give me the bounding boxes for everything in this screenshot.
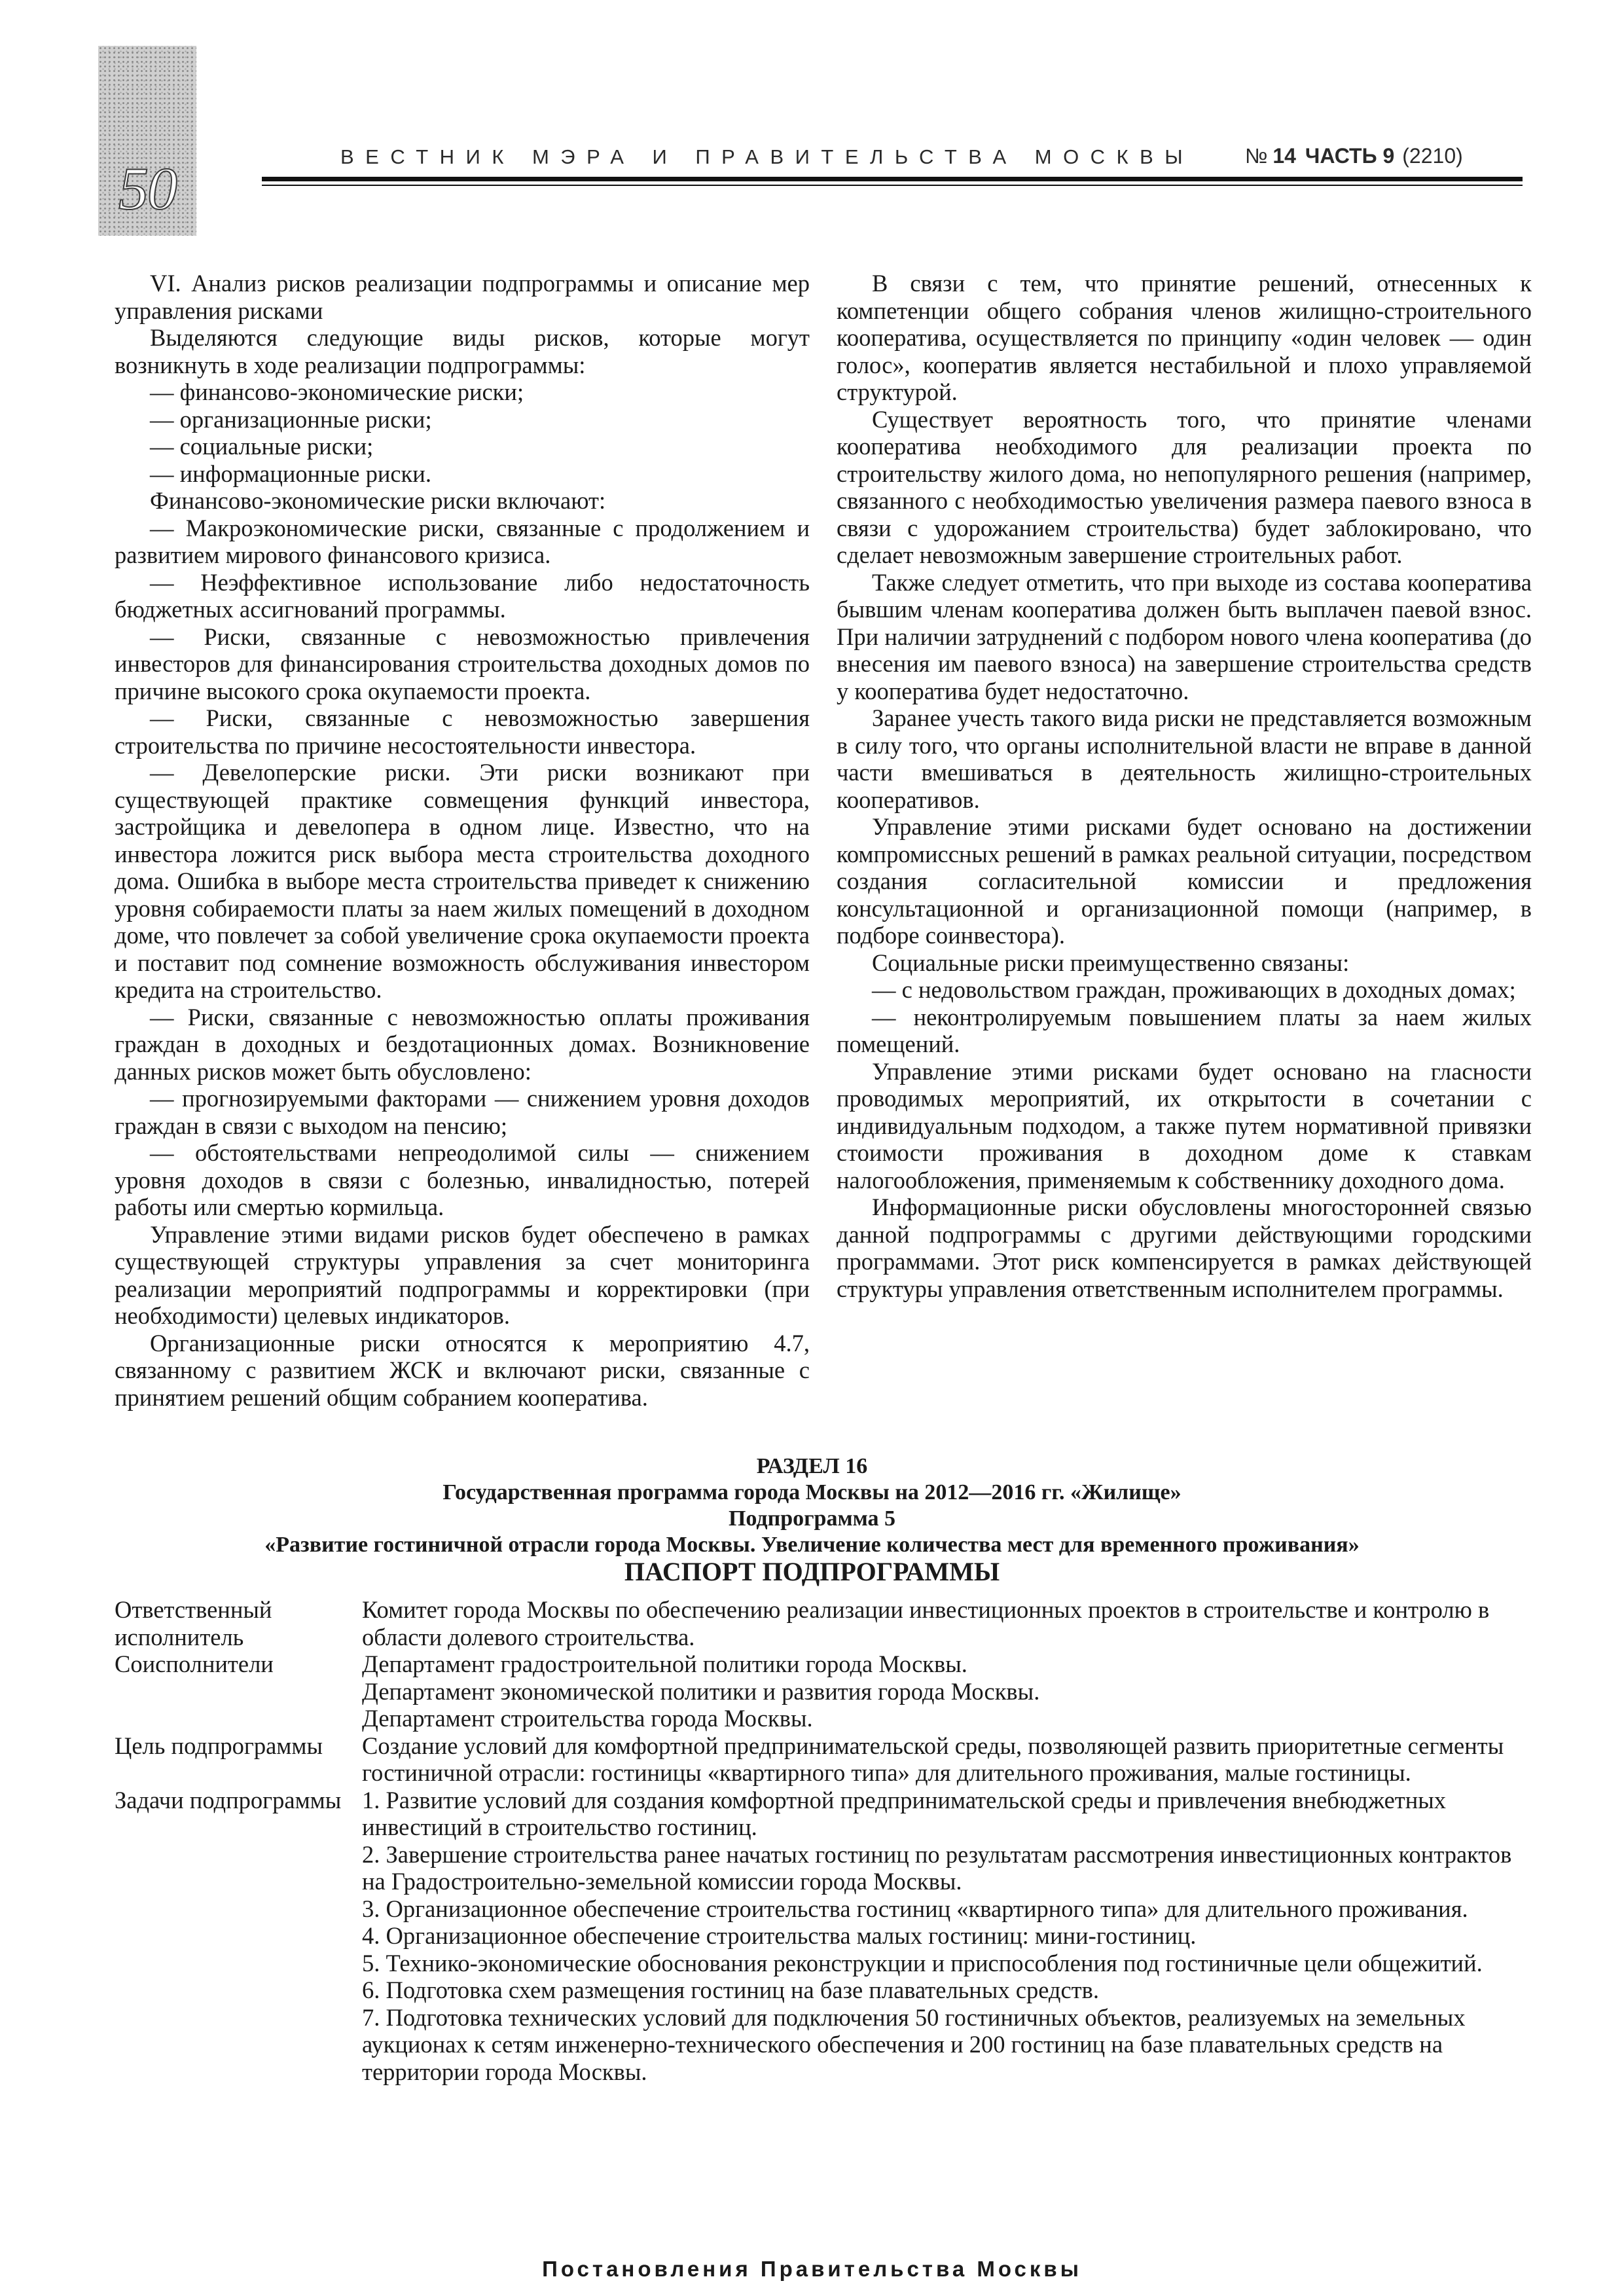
paragraph: — финансово-экономические риски;	[150, 378, 524, 405]
table-row	[115, 1732, 1515, 1787]
issue-code: (2210)	[1402, 144, 1463, 168]
right-column	[837, 270, 1532, 1302]
paragraph: Социальные риски преимущественно связаны:	[872, 949, 1350, 976]
row-label: Задачи подпрограммы	[115, 1786, 342, 1813]
paragraph: — информационные риски.	[150, 460, 431, 487]
program-title: Государственная программа города Москвы на 2012—2016 гг. «Жилище»	[442, 1480, 1182, 1504]
paragraph: Также следует отметить, что при выходе из состава кооператива бывшим членам кооператива должен быть выплачен паевой взнос. При наличии затруднений с подбором нового члена кооператива (до внесения им паевого взноса) на завершение строительства средств у кооператива будет недостаточно.	[837, 568, 1532, 704]
page-number-badge	[98, 46, 196, 236]
row-content	[362, 1732, 1515, 1787]
row-line: Создание условий для комфортной предпринимательской среды, позволяющей развить приоритетные сегменты гостиничной отрасли: гостиницы «квартирного типа» для длительного проживания, малые гостиницы.	[362, 1732, 1504, 1786]
row-label: Соисполнители	[115, 1650, 274, 1677]
paragraph: Финансово-экономические риски включают:	[150, 487, 606, 514]
paragraph: Выделяются следующие виды рисков, которые могут возникнуть в ходе реализации подпрограммы:	[115, 324, 810, 378]
row-line: 4. Организационное обеспечение строительства малых гостиниц: мини-гостиниц.	[362, 1922, 1197, 1949]
issue-info	[1245, 144, 1463, 168]
table-row	[115, 1650, 1515, 1732]
paragraph: — Макроэкономические риски, связанные с продолжением и развитием мирового финансового кризиса.	[115, 514, 810, 568]
row-line: 7. Подготовка технических условий для подключения 50 гостиничных объектов, реализуемых на земельных аукционах к сетям инженерно-технического обеспечения и 200 гостиниц на базе плавательных средств на территории города Москвы.	[362, 2003, 1466, 2085]
row-line: 2. Завершение строительства ранее начатых гостиниц по результатам рассмотрения инвестиционных контрактов на Градостроительно-земельной комиссии города Москвы.	[362, 1840, 1512, 1895]
row-content	[362, 1596, 1515, 1650]
row-line: 5. Технико-экономические обоснования реконструкции и приспособления под гостиничные цели общежитий.	[362, 1949, 1483, 1977]
section-title: РАЗДЕЛ 16	[756, 1454, 868, 1478]
paragraph: В связи с тем, что принятие решений, отнесенных к компетенции общего собрания членов жилищно-строительного кооператива, осуществляется по принципу «один человек — один голос», кооператив является нестабильной и плохо управляемой структурой.	[837, 270, 1532, 405]
table-row	[115, 1596, 1515, 1650]
page-number: 50	[118, 155, 176, 222]
row-content	[362, 1650, 1515, 1732]
paragraph: — социальные риски;	[150, 433, 374, 460]
table-row	[115, 1787, 1515, 2086]
passport-table	[115, 1596, 1515, 2085]
paragraph: — Неэффективное использование либо недостаточность бюджетных ассигнований программы.	[115, 568, 810, 623]
paragraph: Управление этими видами рисков будет обеспечено в рамках существующей структуры управления за счет мониторинга реализации мероприятий подпрограммы и корректировки (при необходимости) целевых индикаторов.	[115, 1220, 810, 1329]
row-line: 3. Организационное обеспечение строительства гостиниц «квартирного типа» для длительного проживания.	[362, 1895, 1468, 1922]
page-footer: Постановления Правительства Москвы	[542, 2257, 1082, 2281]
paragraph: — Риски, связанные с невозможностью привлечения инвесторов для финансирования строительства доходных домов по причине высокого срока окупаемости проекта.	[115, 623, 810, 704]
subprogram-number: Подпрограмма 5	[728, 1506, 896, 1531]
publication-title: ВЕСТНИК МЭРА И ПРАВИТЕЛЬСТВА МОСКВЫ	[340, 145, 1195, 168]
paragraph: — Риски, связанные с невозможностью оплаты проживания граждан в доходных и бездотационных домах. Возникновение данных рисков может быть обусловлено:	[115, 1003, 810, 1085]
issue-number: 14	[1272, 144, 1296, 168]
row-label: Ответственный исполнитель	[115, 1596, 272, 1650]
row-line: 1. Развитие условий для создания комфортной предпринимательской среды и привлечения внебюджетных инвестиций в строительство гостиниц.	[362, 1786, 1447, 1840]
paragraph: — прогнозируемыми факторами — снижением уровня доходов граждан в связи с выходом на пенсию;	[115, 1085, 810, 1139]
row-line: Комитет города Москвы по обеспечению реализации инвестиционных проектов в строительстве и контролю в области долевого строительства.	[362, 1596, 1490, 1650]
paragraph: Управление этими рисками будет основано на достижении компромиссных решений в рамках реальной ситуации, посредством создания согласительной комиссии и предложения консультационной и организационной помощи (например, в подборе соинвестора).	[837, 813, 1532, 949]
left-column	[115, 270, 810, 1411]
issue-part: ЧАСТЬ 9	[1305, 144, 1395, 168]
row-line: 6. Подготовка схем размещения гостиниц на базе плавательных средств.	[362, 1977, 1099, 2003]
passport-title: ПАСПОРТ ПОДПРОГРАММЫ	[624, 1557, 1000, 1586]
paragraph: — с недовольством граждан, проживающих в доходных домах;	[872, 976, 1516, 1003]
paragraph: — Риски, связанные с невозможностью завершения строительства по причине несостоятельности инвестора.	[115, 704, 810, 759]
header-rule-thick	[262, 177, 1523, 181]
section-heading	[0, 1453, 1624, 1586]
paragraph: Существует вероятность того, что принятие членами кооператива необходимого для реализации проекта по строительству жилого дома, но непопулярного решения (например, связанного с необходимостью увеличения размера паевого взноса в связи с удорожанием строительства) будет заблокировано, что сделает невозможным завершение строительных работ.	[837, 405, 1532, 568]
subprogram-name: «Развитие гостиничной отрасли города Москвы. Увеличение количества мест для временного проживания»	[264, 1533, 1360, 1557]
paragraph: — обстоятельствами непреодолимой силы — снижением уровня доходов в связи с болезнью, инвалидностью, потерей работы или смертью кормильца.	[115, 1139, 810, 1220]
row-label: Цель подпрограммы	[115, 1732, 323, 1759]
paragraph: VI. Анализ рисков реализации подпрограммы и описание мер управления рисками	[115, 270, 810, 324]
row-line: Департамент экономической политики и развития города Москвы.	[362, 1677, 1040, 1705]
row-line: Департамент градостроительной политики города Москвы.	[362, 1650, 967, 1677]
paragraph: Организационные риски относятся к мероприятию 4.7, связанному с развитием ЖСК и включают риски, связанные с принятием решений общим собранием кооператива.	[115, 1329, 810, 1411]
paragraph: Управление этими рисками будет основано на гласности проводимых мероприятий, их открытости в сочетании с индивидуальным подходом, а также путем нормативной привязки стоимости проживания в доходном доме к ставкам налогообложения, применяемым к собственнику доходного дома.	[837, 1057, 1532, 1194]
paragraph: Заранее учесть такого вида риски не представляется возможным в силу того, что органы исполнительной власти не вправе в данной части вмешиваться в деятельность жилищно-строительных кооперативов.	[837, 704, 1532, 813]
issue-sign: №	[1245, 144, 1268, 168]
row-line: Департамент строительства города Москвы.	[362, 1705, 813, 1732]
paragraph: — Девелоперские риски. Эти риски возникают при существующей практике совмещения функций инвестора, застройщика и девелопера в одном лице. Известно, что на инвестора ложится риск выбора места строительства доходного дома. Ошибка в выборе места строительства приведет к снижению уровня собираемости платы за наем жилых помещений в доходном доме, что повлечет за собой увеличение срока окупаемости проекта и поставит под сомнение возможность обслуживания инвестором кредита на строительство.	[115, 759, 810, 1003]
header-rule-thin	[262, 185, 1523, 186]
paragraph: — организационные риски;	[150, 405, 432, 433]
row-content	[362, 1787, 1515, 2086]
paragraph: — неконтролируемым повышением платы за наем жилых помещений.	[837, 1003, 1532, 1057]
paragraph: Информационные риски обусловлены многосторонней связью данной подпрограммы с другими действующими городскими программами. Этот риск компенсируется в рамках действующей структуры управления ответственным исполнителем программы.	[837, 1194, 1532, 1302]
